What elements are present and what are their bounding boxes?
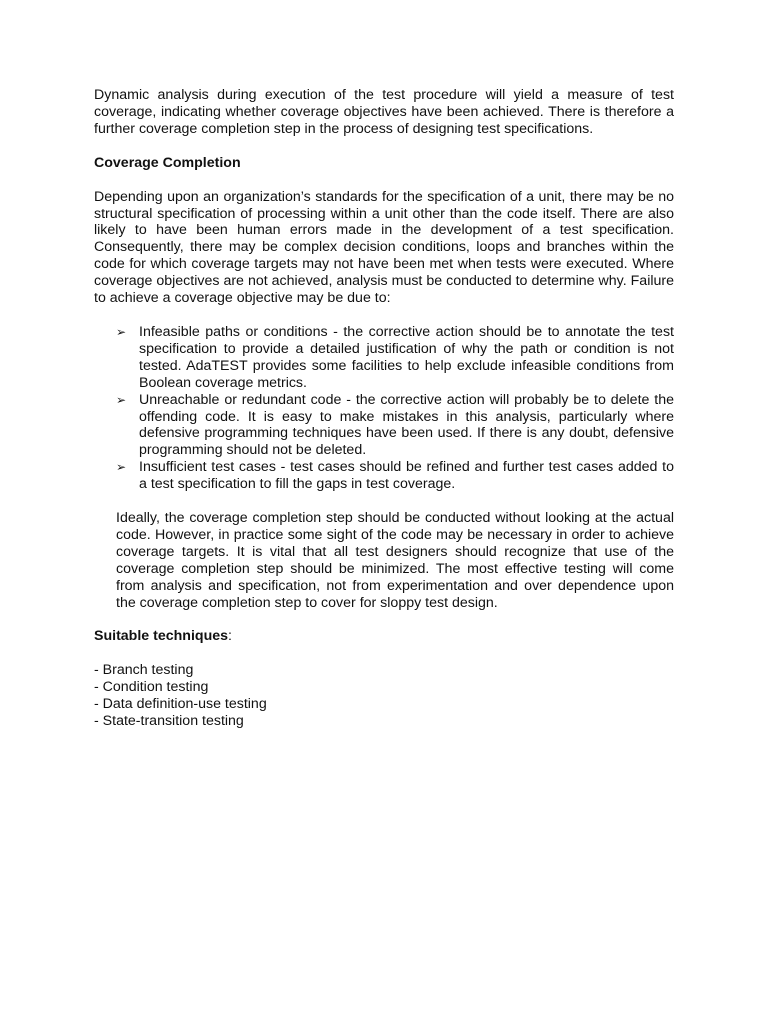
body-paragraph: Depending upon an organization’s standards for the specification of a unit, there may be no structural specification of processing within a unit other than the code itself. There are also likely to have been human errors made in the development of a test specification. Consequently, there may be complex decision conditions, loops and branches within the code for which coverage targets may not have been met when tests were executed. Where coverage objectives are not achieved, analysis must be conducted to determine why. Failure to achieve a coverage objective may be due to:	[94, 188, 674, 307]
technique-item: - Condition testing	[94, 679, 209, 696]
techniques-heading-colon: :	[228, 628, 232, 645]
section-heading: Coverage Completion	[94, 154, 241, 171]
bullet-text: Insufficient test cases - test cases should be refined and further test cases added to a test specification to fill the gaps in test coverage.	[139, 459, 674, 493]
bullet-list	[94, 324, 674, 493]
technique-item: - Branch testing	[94, 662, 194, 679]
arrow-bullet-icon: ➢	[116, 392, 127, 407]
technique-item: - State-transition testing	[94, 713, 244, 730]
intro-paragraph: Dynamic analysis during execution of the test procedure will yield a measure of test coverage, indicating whether coverage objectives have been achieved. There is therefore a further coverage completion step in the process of designing test specifications.	[94, 87, 674, 137]
techniques-list	[94, 662, 674, 730]
techniques-heading-text: Suitable techniques	[94, 628, 229, 645]
bullet-text: Infeasible paths or conditions - the corrective action should be to annotate the test specification to provide a detailed justification of why the path or condition is not tested. AdaTEST provides some facilities to help exclude infeasible conditions from Boolean coverage metrics.	[139, 323, 674, 391]
arrow-bullet-icon: ➢	[116, 324, 127, 339]
technique-item: - Data definition-use testing	[94, 696, 267, 713]
ideal-paragraph: Ideally, the coverage completion step should be conducted without looking at the actual code. However, in practice some sight of the code may be necessary in order to achieve coverage targets. It is vital that all test designers should recognize that use of the coverage completion step should be minimized. The most effective testing will come from analysis and specification, not from experimentation and over dependence upon the coverage completion step to cover for sloppy test design.	[116, 510, 674, 611]
techniques-heading	[94, 628, 674, 645]
bullet-text: Unreachable or redundant code - the corrective action will probably be to delete the offending code. It is easy to make mistakes in this analysis, particularly where defensive programming techniques have been used. If there is any doubt, defensive programming should not be deleted.	[139, 391, 674, 459]
bullet-item	[94, 324, 674, 392]
bullet-item	[94, 392, 674, 460]
bullet-item	[94, 459, 674, 493]
document-page	[94, 87, 674, 730]
arrow-bullet-icon: ➢	[116, 460, 127, 475]
